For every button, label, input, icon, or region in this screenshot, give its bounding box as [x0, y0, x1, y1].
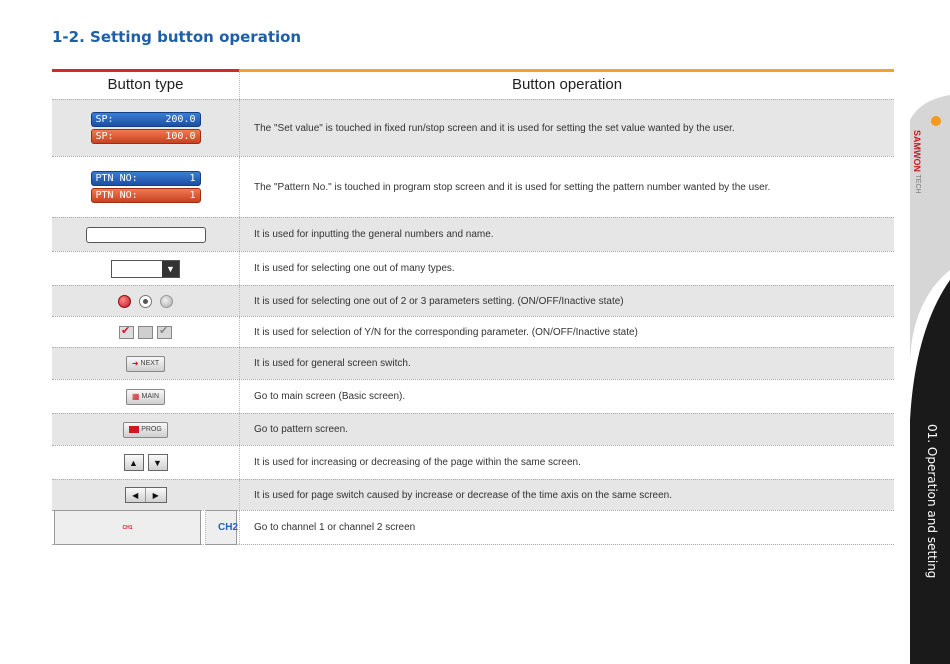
triangle-right-icon[interactable]: ▶ — [152, 490, 159, 500]
prog-button[interactable] — [123, 422, 168, 438]
channel-1-button[interactable]: CH1 — [54, 510, 201, 545]
table-row — [52, 510, 894, 544]
checkbox-off-icon[interactable] — [138, 326, 153, 339]
table-row — [52, 316, 894, 347]
program-icon — [129, 426, 139, 433]
checkbox-on-icon[interactable] — [119, 326, 134, 339]
button-operation-cell: Go to main screen (Basic screen). — [239, 380, 894, 413]
triangle-down-icon: ▼ — [153, 457, 162, 468]
button-operation-cell: It is used for selecting one out of many types. — [239, 252, 894, 285]
sp-setvalue-button[interactable] — [91, 112, 201, 127]
ptn-label: PTN NO: — [95, 190, 138, 201]
pattern-no-button-active[interactable] — [91, 188, 201, 203]
table-row — [52, 379, 894, 413]
table-row — [52, 479, 894, 510]
button-type-cell — [52, 380, 239, 413]
checkbox-inactive-icon — [157, 326, 172, 339]
header-button-operation: Button operation — [239, 69, 894, 99]
ptn-value: 1 — [189, 173, 196, 184]
button-type-cell — [52, 348, 239, 379]
sp-value: 100.0 — [165, 131, 196, 142]
logo-sub-text: TECH — [914, 174, 921, 194]
channel-2-button[interactable]: CH2 — [205, 510, 237, 545]
button-operation-cell: It is used for selection of Y/N for the corresponding parameter. (ON/OFF/Inactive state) — [239, 317, 894, 347]
dropdown-select[interactable] — [111, 260, 180, 278]
button-type-cell — [52, 446, 239, 479]
button-type-cell — [52, 480, 239, 510]
button-type-cell — [52, 100, 239, 156]
header-accent-red — [52, 69, 239, 72]
arrow-right-icon: ➜ — [131, 359, 139, 368]
radio-off-icon[interactable] — [139, 295, 152, 308]
table-row — [52, 285, 894, 316]
sp-setvalue-button-active[interactable] — [91, 129, 201, 144]
next-label: NEXT — [140, 360, 160, 367]
dropdown-arrow-icon[interactable]: ▼ — [162, 261, 179, 277]
header-button-type: Button type — [107, 75, 184, 93]
button-operation-cell: Go to pattern screen. — [239, 414, 894, 445]
button-type-cell — [52, 317, 239, 347]
radio-inactive-icon — [160, 295, 173, 308]
samwon-logo — [912, 130, 922, 194]
text-input-field[interactable] — [86, 227, 206, 243]
triangle-up-icon: ▲ — [129, 457, 138, 468]
header-accent-orange — [239, 69, 894, 72]
table-row — [52, 99, 894, 156]
table-row — [52, 156, 894, 217]
button-table — [52, 66, 894, 545]
button-operation-cell: It is used for selecting one out of 2 or 3 parameters setting. (ON/OFF/Inactive state) — [239, 286, 894, 316]
prog-label: PROG — [141, 426, 162, 433]
radio-on-icon[interactable] — [118, 295, 131, 308]
pattern-no-button[interactable] — [91, 171, 201, 186]
sp-value: 200.0 — [165, 114, 196, 125]
main-button[interactable] — [126, 389, 165, 405]
next-button[interactable] — [126, 356, 165, 372]
button-operation-cell: It is used for page switch caused by increase or decrease of the time axis on the same screen. — [239, 480, 894, 510]
sp-label: SP: — [95, 114, 114, 125]
page-down-button[interactable] — [148, 454, 168, 471]
section-title: 1-2. Setting button operation — [52, 28, 302, 46]
ptn-label: PTN NO: — [95, 173, 138, 184]
table-row — [52, 251, 894, 285]
button-operation-cell: The "Pattern No." is touched in program stop screen and it is used for setting the pattern number wanted by the user. — [239, 157, 894, 217]
table-row — [52, 413, 894, 445]
main-label: MAIN — [141, 393, 160, 400]
button-type-cell — [52, 414, 239, 445]
grid-icon: ▦ — [131, 392, 140, 401]
page-up-button[interactable] — [124, 454, 144, 471]
button-operation-cell: It is used for general screen switch. — [239, 348, 894, 379]
button-type-cell — [52, 218, 239, 251]
button-type-cell — [52, 286, 239, 316]
button-operation-cell: It is used for inputting the general numbers and name. — [239, 218, 894, 251]
time-axis-switch — [125, 487, 167, 503]
logo-text: SAMWON — [912, 130, 922, 172]
ptn-value: 1 — [189, 190, 196, 201]
button-type-cell — [52, 511, 239, 544]
table-row — [52, 347, 894, 379]
chapter-tab-label: 01. Operation and setting — [925, 424, 939, 579]
dropdown-field — [112, 261, 162, 277]
table-row — [52, 217, 894, 251]
button-type-cell — [52, 252, 239, 285]
button-operation-cell: The "Set value" is touched in fixed run/stop screen and it is used for setting the set value wanted by the user. — [239, 100, 894, 156]
button-type-cell — [52, 157, 239, 217]
triangle-left-icon[interactable]: ◀ — [126, 488, 147, 502]
sp-label: SP: — [95, 131, 114, 142]
button-operation-cell: Go to channel 1 or channel 2 screen — [239, 511, 894, 544]
table-header — [52, 66, 894, 99]
button-operation-cell: It is used for increasing or decreasing of the page within the same screen. — [239, 446, 894, 479]
table-row — [52, 445, 894, 479]
